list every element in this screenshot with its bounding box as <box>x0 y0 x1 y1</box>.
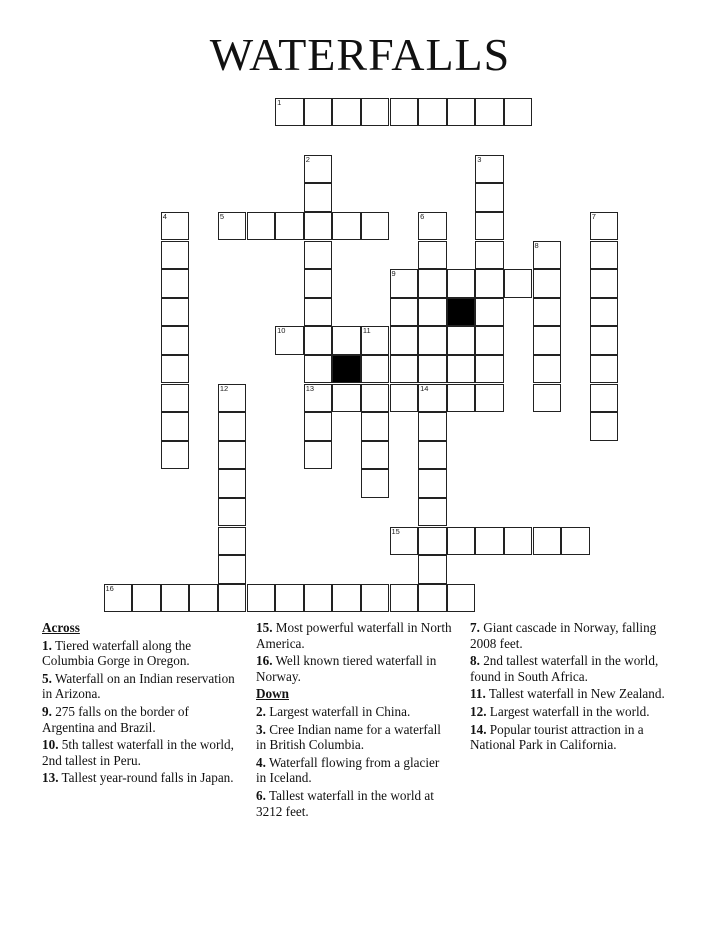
clue-item <box>256 788 452 819</box>
clue-item-number: 12. <box>470 703 487 719</box>
clue-item-number: 9. <box>42 703 52 719</box>
clue-item-text: Well known tiered waterfall in Norway. <box>256 653 437 684</box>
clue-item <box>470 704 666 720</box>
clue-item <box>256 653 452 684</box>
clue-number: 11 <box>362 326 371 336</box>
clue-item <box>470 620 666 651</box>
clue-item <box>470 653 666 684</box>
clue-item-number: 14. <box>470 721 487 737</box>
clue-number: 8 <box>534 240 539 250</box>
puzzle-title: WATERFALLS <box>209 29 511 80</box>
clue-item <box>42 671 238 702</box>
clue-item <box>42 770 238 786</box>
clue-item-number: 6. <box>256 787 266 803</box>
clue-item-number: 16. <box>256 653 273 669</box>
clue-item <box>470 722 666 753</box>
clue-number: 16 <box>105 583 114 593</box>
clue-item-text: Waterfall flowing from a glacier in Iceland. <box>256 754 440 786</box>
clue-item-text: 275 falls on the border of Argentina and Brazil. <box>42 703 189 735</box>
clue-item-number: 8. <box>470 653 480 669</box>
across-heading: Across <box>42 620 80 635</box>
clue-item-text: Tallest waterfall in the world at 3212 feet. <box>256 787 434 819</box>
down-clue-list-continued <box>470 620 666 753</box>
clue-number: 1 <box>277 97 282 107</box>
clue-item-number: 11. <box>470 686 486 702</box>
clue-item-number: 7. <box>470 620 480 635</box>
down-clue-list <box>256 704 452 819</box>
clue-item <box>470 686 666 702</box>
clue-item-number: 5. <box>42 670 52 686</box>
clue-item-number: 15. <box>256 620 273 635</box>
clue-item-text: Tallest year-round falls in Japan. <box>58 770 234 786</box>
clue-item-text: Giant cascade in Norway, falling 2008 feet. <box>470 620 657 651</box>
clue-item-text: Waterfall on an Indian reservation in Arizona. <box>42 670 235 702</box>
clue-item-text: Tiered waterfall along the Columbia Gorge in Oregon. <box>42 637 192 669</box>
clue-number: 12 <box>219 383 229 393</box>
clue-item <box>42 638 238 669</box>
clue-item-number: 4. <box>256 754 266 770</box>
clue-number: 6 <box>420 211 425 221</box>
clue-item-text: Tallest waterfall in New Zealand. <box>485 686 665 702</box>
clue-item-text: 2nd tallest waterfall in the world, found in South Africa. <box>470 653 659 684</box>
clue-number: 9 <box>391 269 396 279</box>
clue-item-number: 13. <box>42 770 59 786</box>
clue-item-text: Largest waterfall in China. <box>265 703 411 719</box>
clue-number: 3 <box>477 154 482 164</box>
down-heading: Down <box>256 686 289 702</box>
clue-item-text: Cree Indian name for a waterfall in British Columbia. <box>256 721 441 753</box>
clue-item <box>256 755 452 786</box>
clue-column-3 <box>470 620 666 755</box>
clue-item-number: 3. <box>256 721 266 737</box>
clue-item-text: Largest waterfall in the world. <box>486 703 650 719</box>
clue-item <box>256 704 452 720</box>
clue-number: 15 <box>391 526 400 536</box>
across-clue-list <box>42 638 238 786</box>
clue-column-1 <box>42 620 238 788</box>
clue-item-text: 5th tallest waterfall in the world, 2nd tallest in Peru. <box>42 737 234 768</box>
clue-number: 10 <box>277 326 286 336</box>
clue-item-number: 1. <box>42 637 52 653</box>
clue-number: 13 <box>305 383 315 393</box>
clue-number: 7 <box>591 211 596 221</box>
clue-item <box>256 620 452 651</box>
clue-item-text: Popular tourist attraction in a National Park in California. <box>470 721 644 753</box>
clue-number: 2 <box>305 154 310 164</box>
clue-number: 14 <box>420 383 429 393</box>
across-clue-list-continued <box>256 620 452 684</box>
clue-item <box>42 737 238 768</box>
clue-item-text: Most powerful waterfall in North America. <box>256 620 452 651</box>
clue-number: 5 <box>219 211 225 221</box>
clue-column-2 <box>256 620 452 821</box>
clue-item <box>256 722 452 753</box>
clue-item <box>42 704 238 735</box>
clue-number: 4 <box>162 211 167 221</box>
clue-item-number: 10. <box>42 737 59 753</box>
clue-item-number: 2. <box>256 703 266 719</box>
